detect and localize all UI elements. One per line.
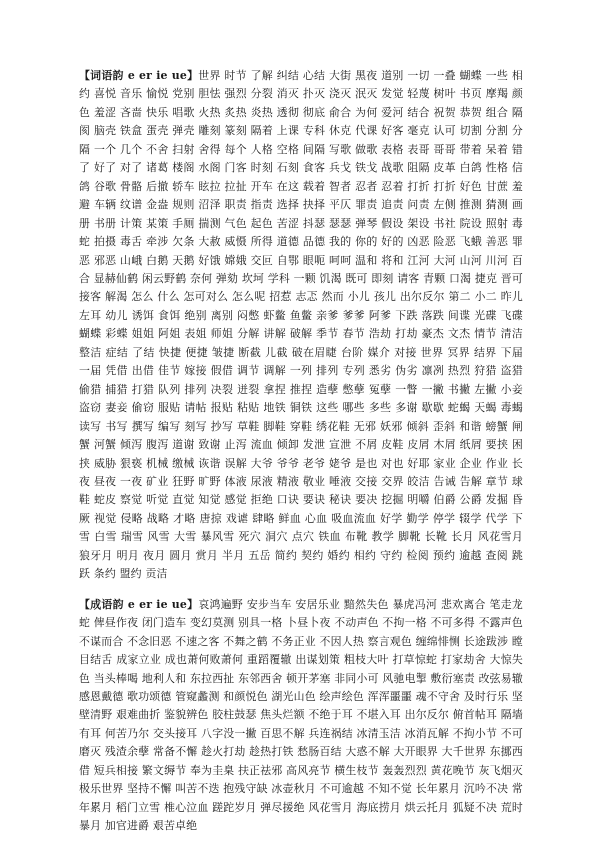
document-page [79, 67, 523, 836]
rhyme-idioms-section [79, 596, 523, 836]
section-heading: 【词语韵 e er ie ue】 [79, 69, 199, 82]
rhyme-words-section [79, 67, 523, 584]
section-body: 世界 时节 了解 纠结 心结 大街 黑夜 道别 一切 一叠 蝴蝶 一些 相约 喜悦 音乐 愉悦 党别 胆怯 强烈 分裂 消灭 扑灭 浇灭 泯灭 发觉 轻蔑 树叶 书页 摩羯 颜色 羞涩 吝啬 快乐 唱歌 火热 炙热 炎热 透彻 彻底 俞合 为何 爱河 结合 祝贺 恭贺 组合 隔阂 脑壳 铁盒 蛋壳 弹壳 雕刻 篆刻 隔着 上课 专科 休克 代课 好客 毫克 认可 切割 分割 分隔 一个 几个 不舍 扫射 舍得 每个 人格 空格 间隔 写歌 做歌 表格 表哥 哥哥 带着 呆着 错了 好了 对了 诸葛 楼阁 水阁 门客 时刻 石刻 食客 兵戈 铁戈 战歌 阻隔 皮革 白鸽 性格 信鸽 谷歌 骨骼 后撤 轿车 眩拉 拉扯 开车 在这 载着 智者 忍者 忍着 打折 打折 好色 甘蔗 羞避 车辆 纹谱 金盎 规则 沼泽 职责 指责 选择 抉择 平仄 罪责 追责 问责 左侧 推测 猜测 画册 书册 计策 某策 手厕 揣测 气色 起色 苦涩 抖瑟 瑟瑟 弹琴 假设 架设 书社 院设 照射 毒蛇 拍摄 毒舌 牵涉 欠条 大赦 威慑 所得 道德 品德 我的 你的 好的 凶恶 险恶 飞蛾 善恶 罪恶 邪恶 山峨 白鹅 天鹅 好饿 嫦娥 交叵 自鄂 眼呃 呵呵 温和 将和 江河 大河 山河 川河 百合 显赫仙鹤 闲云野鹤 奈何 弹劾 坎坷 学科 一颗 饥渴 既可 即刻 请客 青颗 口渴 捷克 晋可 接客 解渴 怎么 什么 怎可对么 怎么呢 招惹 志忑 然而 小儿 孩儿 出尔反尔 第二 小二 昨儿 左耳 幼儿 诱饵 食饵 绝别 离别 闷憋 虾鳖 鱼鳖 亲爹 爹爹 阿爹 下跌 落跌 间谍 光碟 飞碟 蝴蝶 彩蝶 姐姐 阿姐 表姐 师姐 分解 讲解 破解 季节 春节 浩劫 打劫 豪杰 文杰 情节 清洁 整洁 症结 了结 快捷 便捷 皱捷 断截 儿截 破在眉睫 台阶 媒介 对接 世界 冥界 结界 下届 一届 凭借 出借 佳节 嫁接 假借 调节 调解 一列 排列 专列 悉劣 伪劣 凛冽 热烈 狩猎 盗猎 偷猎 捕猎 打猎 队列 排列 决裂 迸裂 拿捏 推捏 造孽 憋孽 冤孽 一瞥 一撇 书撇 左撇 小妾 盗窃 妻妾 偷窃 服贴 请帖 报贴 粘贴 地铁 铜铁 这些 哪些 多些 多谢 歇歇 蛇蝎 天蝎 毒蝎 读写 书写 撰写 编写 刻写 抄写 草鞋 脚鞋 穿鞋 绣花鞋 无邪 妖邪 倾斜 歪斜 和谐 螃蟹 闸蟹 河蟹 倾泻 腹泻 道谢 致谢 止泻 流血 倾卸 发泄 宣泄 不屑 皮鞋 皮屑 木屑 纸屑 要挟 困挟 威胁 狠亵 机械 缴械 诙谐 误解 大爷 爷爷 老爷 姥爷 是也 对也 好耶 家业 企业 作业 长夜 昼夜 一夜 矿业 狂野 旷野 体液 尿液 精液 敬业 唾液 交接 交界 皎洁 告诫 告解 章节 球鞋 蛇皮 察觉 听觉 直觉 知觉 感觉 拒绝 口诀 要诀 秘诀 要决 挖掘 明嚼 伯爵 公爵 发掘 昏厥 视觉 侵略 战略 才略 唐掠 戏谑 肆略 鲜血 心血 吸血流血 好学 勤学 停学 辍学 代学 下雪 白雪 瑞雪 风雪 大雪 暴风雪 死穴 洞穴 点穴 铁血 布靴 教学 脚靴 长靴 长月 风花雪月 狼牙月 明月 夜月 圆月 赏月 半月 五岳 简约 契约 婚约 相约 守约 检阅 预约 逾越 查阅 跳跃 条约 盟约 贡洁 [79, 69, 523, 581]
section-heading: 【成语韵 e er ie ue】 [79, 597, 199, 611]
section-body: 哀鸿遍野 安步当车 安居乐业 黯然失色 暴虎冯河 悲欢离合 笔走龙蛇 俾昼作夜 闭门造车 变幻莫测 别具一格 卜昼卜夜 不动声色 不拘一格 不可多得 不露声色 不谋而合 不念旧恶 不速之客 不舞之鹤 不务正业 不因人热 察言观色 缠绵悱恻 长途跋涉 瞠目结舌 成家立业 成也萧何败萧何 重蹈覆辙 出谋划策 粗枝大叶 打草惊蛇 打家劫舍 大惊失色 当头棒喝 地利人和 东拉西扯 东邻西舍 顿开茅塞 非同小可 风驰电掣 敷衍塞责 改弦易辙 感恩戴德 歌功颂德 管窥蠡测 和颜悦色 湖光山色 绘声绘色 浑浑噩噩 魂不守舍 及时行乐 坚壁清野 艰难曲折 鉴貌辨色 胶柱鼓瑟 焦头烂额 不绝于耳 不堪入耳 出尔反尔 俯首帖耳 隔墙有耳 何苦乃尔 交头接耳 八字没一撇 百思不解 兵连祸结 冰清玉洁 冰消瓦解 不拘小节 不可磨灭 残渣余孽 常备不懈 趁火打劫 趁热打铁 愁肠百结 大惑不解 大开眼界 大千世界 东挪西借 短兵相接 繁文缛节 奉为圭臬 扶正祛邪 高风亮节 横生枝节 轰轰烈烈 黄花晚节 灰飞烟灭 极乐世界 坚持不懈 叫苦不迭 抱残守缺 冰壶秋月 不可逾越 不知不觉 长年累月 沉吟不决 常年累月 稻门立雪 椎心泣血 蹉跎岁月 弹尽援绝 风花雪月 海底捞月 烘云托月 狐疑不决 荒时暴月 加官进爵 艰苦卓绝 [79, 597, 523, 833]
